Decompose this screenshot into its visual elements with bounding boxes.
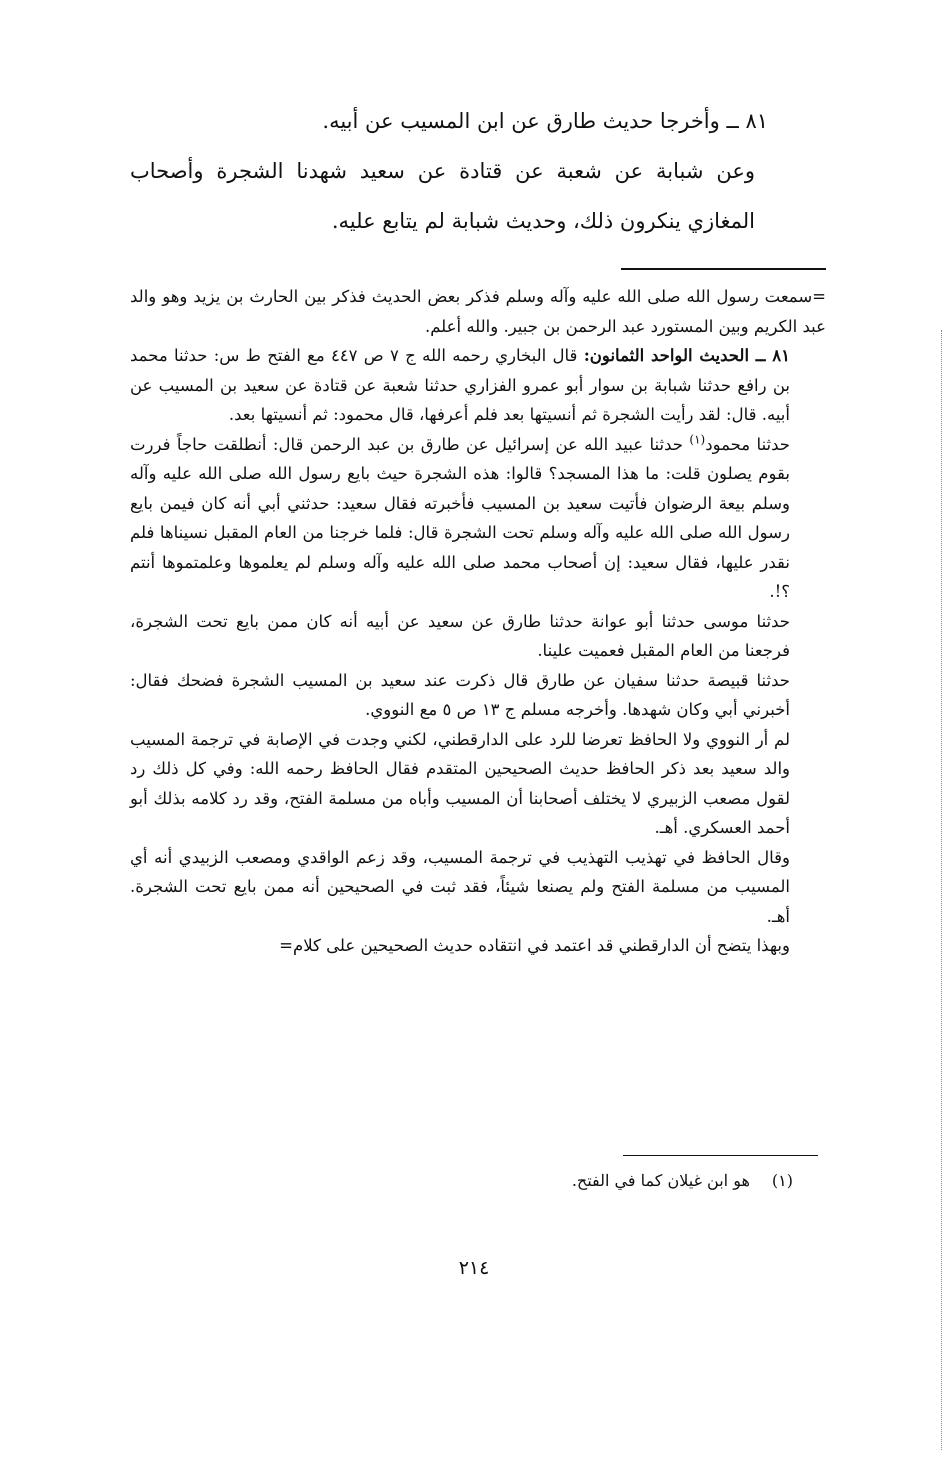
main-text — [130, 96, 803, 246]
note-nawawi-discussion: لم أر النووي ولا الحافظ تعرضا للرد على الدارقطني، لكني وجدت في الإصابة في ترجمة المسيب والد سعيد بعد ذكر الحافظ حديث الصحيحين المتقدم فقال الحافظ رحمه الله: وفي كل ذلك رد لقول مصعب الزبيري لا يختلف أصحابنا أن المسيب وأباه من مسلمة الفتح، وقد رد كلامه بذلك أبو أحمد العسكري. أهـ. — [130, 729, 790, 837]
note-hadith-81-body: قال البخاري رحمه الله ج ٧ ص ٤٤٧ مع الفتح ط س: حدثنا محمد بن رافع حدثنا شبابة بن سوار أبو عمرو الفزاري حدثنا شعبة عن قتادة عن سعيد بن المسيب عن أبيه. قال: لقد رأيت الشجرة ثم أنسيتها بعد فلم أعرفها، قال محمود: ثم أنسيتها بعد. — [130, 346, 790, 424]
note-mahmud-body: حدثنا عبيد الله عن إسرائيل عن طارق بن عبد الرحمن قال: أنطلقت حاجاً فررت بقوم يصلون قلت: ما هذا المسجد؟ قالوا: هذه الشجرة حيث بايع رسول الله صلى الله عليه وآله وسلم بيعة الرضوان فأتيت سعيد بن المسيب فأخبرته فقال سعيد: حدثني أبي أنه كان فيمن بايع رسول الله صلى الله عليه وآله وسلم تحت الشجرة قال: فلما خرجنا من العام المقبل نسيناها فلم نقدر عليها، فقال سعيد: إن أصحاب محمد صلى الله عليه وآله وسلم لم يعلموها وعلمتموها أنتم ؟!. — [130, 434, 790, 601]
footnote-text: هو ابن غيلان كما في الفتح. — [571, 1171, 750, 1190]
main-paragraph-81: ٨١ ــ وأخرجا حديث طارق عن ابن المسيب عن أبيه. — [322, 109, 768, 133]
footnote — [572, 1167, 793, 1195]
note-daraqutni-conclusion: وبهذا يتضح أن الدارقطني قد اعتمد في انتقاده حديث الصحيحين على كلام= — [279, 936, 790, 955]
notes-separator-rule — [621, 268, 826, 270]
note-mahmud-intro: حدثنا محمود — [705, 434, 790, 454]
scan-edge-line — [941, 330, 942, 1450]
note-tahdhib-discussion: وقال الحافظ في تهذيب التهذيب في ترجمة المسيب، وقد زعم الواقدي ومصعب الزبيدي أنه أي المسيب من مسلمة الفتح ولم يصنعا شيئاً، فقد ثبت في الصحيحين أنه ممن بايع تحت الشجرة. أهـ. — [130, 847, 790, 926]
note-hadith-81 — [130, 341, 826, 430]
note-continuation: =سمعت رسول الله صلى الله عليه وآله وسلم فذكر بعض الحديث فذكر بين الحارث بن يزيد وهو والد عبد الكريم وبين المستورد عبد الرحمن بن جبير. والله أعلم. — [130, 287, 826, 336]
main-paragraph-shababa: وعن شبابة عن شعبة عن قتادة عن سعيد شهدنا الشجرة وأصحاب المغازي ينكرون ذلك، وحديث شبابة لم يتابع عليه. — [130, 159, 755, 233]
footnote-mark: (١) — [771, 1171, 793, 1190]
note-musa-narration: حدثنا موسى حدثنا أبو عوانة حدثنا طارق عن سعيد عن أبيه أنه كان ممن بايع تحت الشجرة، فرجعنا من العام المقبل فعميت علينا. — [130, 611, 790, 660]
page-number: ٢١٤ — [458, 1257, 490, 1279]
note-mahmud-narration — [130, 430, 826, 607]
commentary-notes — [130, 282, 826, 961]
note-hadith-81-heading: ٨١ ــ الحديث الواحد الثمانون: — [583, 346, 790, 365]
footnote-separator-rule — [623, 1155, 818, 1156]
footnote-reference: (١) — [689, 432, 706, 446]
note-qabisa-narration: حدثنا قبيصة حدثنا سفيان عن طارق قال ذكرت عند سعيد بن المسيب الشجرة فضحك فقال: أخبرني أبي وكان شهدها. وأخرجه مسلم ج ١٣ ص ٥ مع النووي. — [130, 670, 790, 719]
